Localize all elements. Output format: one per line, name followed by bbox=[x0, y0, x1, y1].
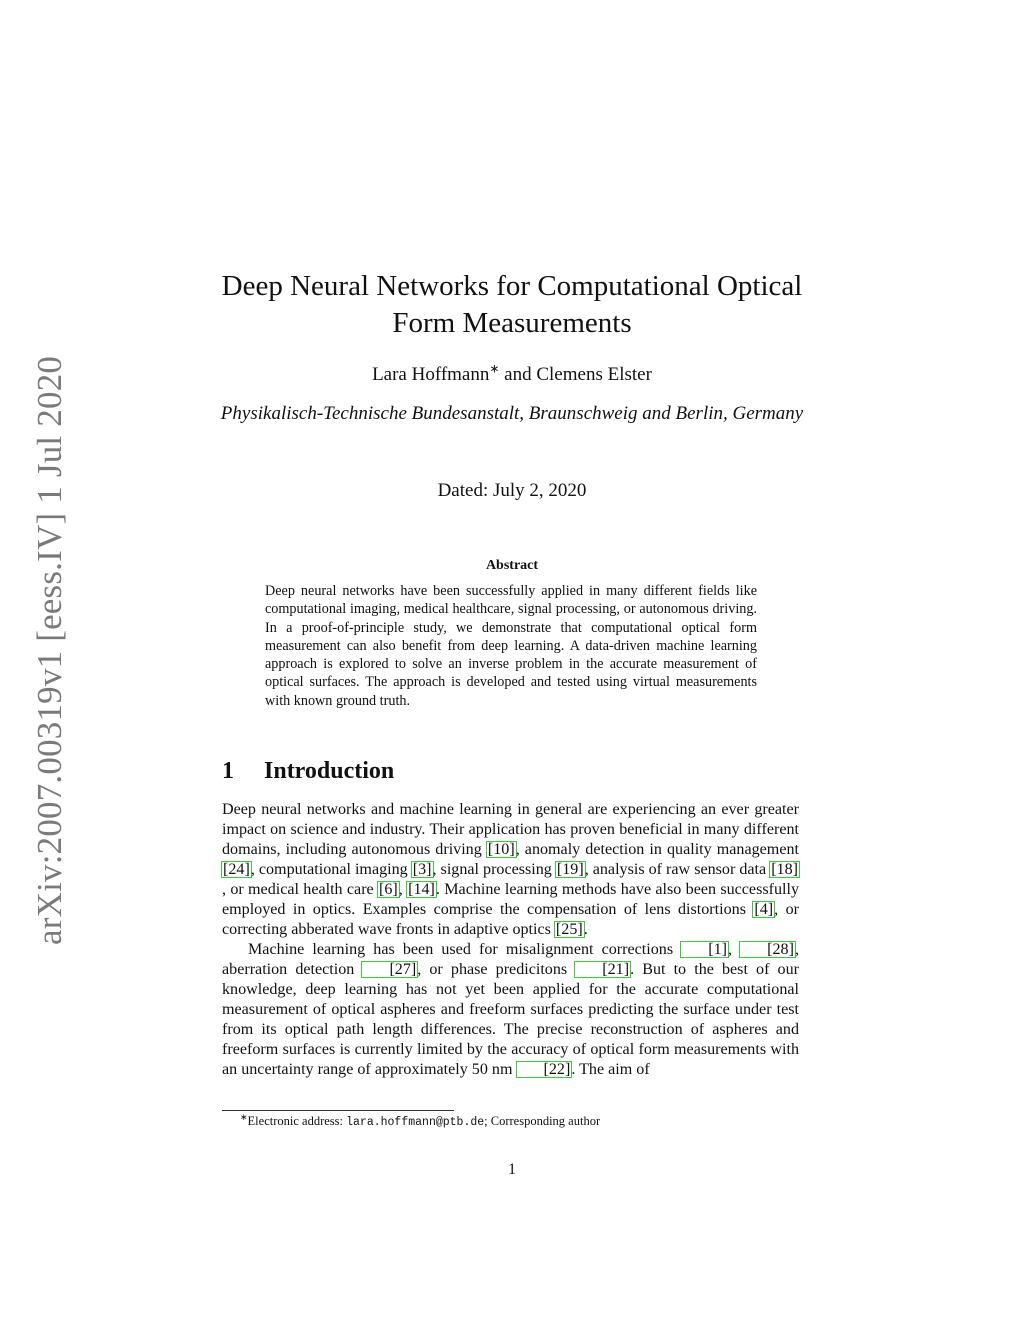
abstract-heading: Abstract bbox=[485, 558, 539, 573]
text-run: . The aim of bbox=[571, 1061, 650, 1078]
section-title: Introduction bbox=[264, 758, 395, 784]
citation-link[interactable]: [10] bbox=[487, 841, 515, 858]
page-number: 1 bbox=[508, 1161, 516, 1178]
author-primary: Lara Hoffmann bbox=[372, 364, 490, 385]
citation-link[interactable]: [24] bbox=[223, 861, 250, 878]
text-run: , signal processing bbox=[432, 861, 556, 878]
text-run: , anomaly detection in quality management bbox=[515, 841, 799, 858]
intro-paragraph-1 bbox=[222, 800, 799, 940]
citation-link[interactable]: [1] bbox=[681, 942, 728, 957]
citation-link[interactable]: [3] bbox=[412, 861, 432, 878]
footnote-mark: ∗ bbox=[240, 1111, 248, 1122]
affiliation: Physikalisch-Technische Bundesanstalt, Braunschweig and Berlin, Germany bbox=[220, 403, 804, 424]
authors-line bbox=[212, 362, 812, 388]
text-run: . Machine learning methods have also been successfully employed in optics. Examples comprise the compensation of lens distortions bbox=[222, 881, 799, 918]
text-run: . But to the best of our knowledge, deep learning has not yet been applied for the accurate computational measurement of optical aspheres and freeform surfaces predicting the surface under test from its optical path length differences. The precise reconstruction of aspheres and freeform surfaces is currently limited by the accuracy of optical form measurements with an uncertainty range of approximately 50 nm bbox=[222, 961, 799, 1078]
citation-link[interactable]: [21] bbox=[575, 962, 630, 977]
citation-link[interactable]: [22] bbox=[517, 1062, 572, 1077]
date-line: Dated: July 2, 2020 bbox=[437, 480, 587, 501]
footnote-email[interactable]: lara.hoffmann@ptb.de bbox=[346, 1116, 485, 1129]
citation-link[interactable]: [6] bbox=[379, 881, 398, 898]
corresponding-author-mark: ∗ bbox=[489, 361, 500, 376]
footnote bbox=[240, 1113, 800, 1131]
text-run: Deep neural networks and machine learning in general are experiencing an ever greater impact on science and industry. Their application has proven beneficial in many different domains, including autonomous driving bbox=[222, 801, 799, 858]
text-run: , aberration detection bbox=[222, 941, 799, 978]
introduction-body bbox=[222, 800, 799, 1080]
citation-link[interactable]: [4] bbox=[754, 901, 774, 918]
section-number: 1 bbox=[222, 758, 234, 784]
citation-link[interactable]: [19] bbox=[556, 861, 584, 878]
text-run: , bbox=[728, 941, 741, 958]
citation-link[interactable]: [27] bbox=[362, 962, 417, 977]
text-run: , computational imaging bbox=[250, 861, 412, 878]
text-run: , bbox=[398, 881, 408, 898]
text-run: Machine learning has been used for misalignment corrections bbox=[248, 941, 682, 958]
citation-link[interactable]: [18] bbox=[771, 861, 798, 878]
arxiv-identifier-stamp bbox=[30, 355, 70, 945]
abstract-text: Deep neural networks have been successfully applied in many different fields like computational imaging, medical healthcare, signal processing, or autonomous driving. In a proof-of-principle study, we demonstrate that computational optical form measurement can also benefit from deep learning. A data-driven machine learning approach is explored to solve an inverse problem in the accurate measurement of optical surfaces. The approach is developed and tested using virtual measurements with known ground truth. bbox=[265, 583, 757, 709]
intro-paragraph-2 bbox=[222, 940, 799, 1080]
footnote-prefix: Electronic address: bbox=[247, 1114, 347, 1128]
footnote-divider bbox=[222, 1110, 454, 1111]
citation-link[interactable]: [14] bbox=[408, 881, 435, 898]
text-run: , or correcting abberated wave fronts in adaptive optics bbox=[222, 901, 799, 938]
citation-link[interactable]: [28] bbox=[740, 942, 795, 957]
text-run: , analysis of raw sensor data bbox=[584, 861, 771, 878]
paper-title: Deep Neural Networks for Computational Optical Form Measurements bbox=[221, 270, 803, 339]
citation-link[interactable]: [25] bbox=[555, 921, 583, 938]
author-secondary: and Clemens Elster bbox=[499, 364, 652, 385]
text-run: . bbox=[583, 921, 588, 938]
footnote-suffix: ; Corresponding author bbox=[484, 1114, 601, 1128]
text-run: , or phase predicitons bbox=[417, 961, 576, 978]
section-heading bbox=[222, 756, 802, 786]
text-run: , or medical health care bbox=[222, 881, 379, 898]
arxiv-stamp-text: arXiv:2007.00319v1 [eess.IV] 1 Jul 2020 bbox=[30, 355, 69, 945]
